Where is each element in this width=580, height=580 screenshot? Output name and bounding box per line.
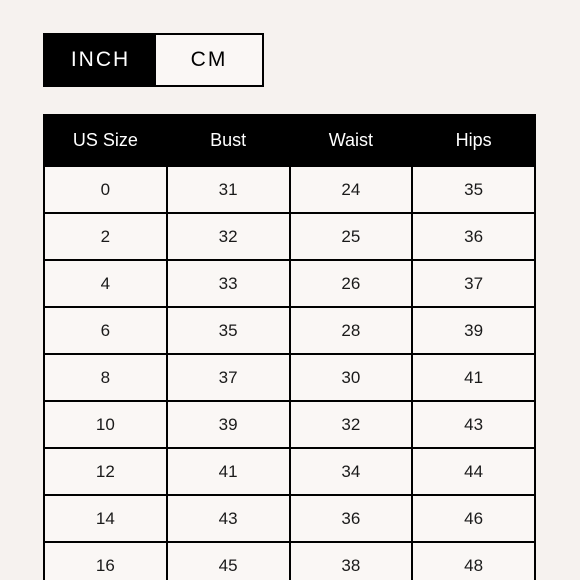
cell-bust: 41	[167, 448, 290, 495]
cell-waist: 30	[290, 354, 413, 401]
unit-toggle	[43, 33, 264, 87]
cell-hips: 43	[412, 401, 535, 448]
cell-bust: 32	[167, 213, 290, 260]
table-row	[44, 542, 535, 580]
cell-bust: 35	[167, 307, 290, 354]
column-header-bust: Bust	[167, 115, 290, 166]
table-row	[44, 260, 535, 307]
cell-us-size: 6	[44, 307, 167, 354]
cell-bust: 43	[167, 495, 290, 542]
cell-bust: 37	[167, 354, 290, 401]
cell-us-size: 14	[44, 495, 167, 542]
cell-hips: 41	[412, 354, 535, 401]
cell-waist: 26	[290, 260, 413, 307]
cell-us-size: 8	[44, 354, 167, 401]
cell-hips: 36	[412, 213, 535, 260]
cell-us-size: 16	[44, 542, 167, 580]
unit-option-cm[interactable]: CM	[156, 35, 262, 85]
cell-waist: 24	[290, 166, 413, 213]
cell-us-size: 2	[44, 213, 167, 260]
cell-bust: 39	[167, 401, 290, 448]
cell-hips: 44	[412, 448, 535, 495]
cell-bust: 45	[167, 542, 290, 580]
cell-waist: 32	[290, 401, 413, 448]
cell-us-size: 12	[44, 448, 167, 495]
cell-bust: 31	[167, 166, 290, 213]
column-header-hips: Hips	[412, 115, 535, 166]
size-chart-table	[43, 114, 536, 580]
table-row	[44, 166, 535, 213]
cell-hips: 39	[412, 307, 535, 354]
cell-us-size: 4	[44, 260, 167, 307]
cell-hips: 46	[412, 495, 535, 542]
table-row	[44, 354, 535, 401]
table-row	[44, 495, 535, 542]
table-header-row	[44, 115, 535, 166]
table-row	[44, 213, 535, 260]
cell-us-size: 10	[44, 401, 167, 448]
column-header-waist: Waist	[290, 115, 413, 166]
table-row	[44, 307, 535, 354]
cell-waist: 36	[290, 495, 413, 542]
cell-bust: 33	[167, 260, 290, 307]
cell-hips: 35	[412, 166, 535, 213]
cell-hips: 37	[412, 260, 535, 307]
table-row	[44, 448, 535, 495]
cell-waist: 34	[290, 448, 413, 495]
cell-waist: 28	[290, 307, 413, 354]
cell-us-size: 0	[44, 166, 167, 213]
cell-waist: 25	[290, 213, 413, 260]
cell-waist: 38	[290, 542, 413, 580]
table-row	[44, 401, 535, 448]
cell-hips: 48	[412, 542, 535, 580]
unit-option-inch[interactable]: INCH	[45, 35, 156, 85]
column-header-us-size: US Size	[44, 115, 167, 166]
